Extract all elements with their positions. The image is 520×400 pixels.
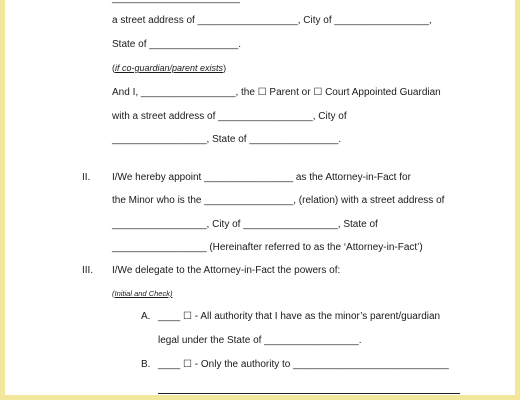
section-ii-line-1: I/We hereby appoint ________________ as the Attorney-in-Fact for: [112, 172, 411, 183]
item-a-letter: A.: [141, 311, 151, 322]
item-b-line-1: ____ ☐ - Only the authority to ____________________________: [158, 359, 449, 370]
section-ii-line-2: the Minor who is the ________________, (relation) with a street address of: [112, 195, 445, 206]
co-guardian-close: ): [223, 63, 227, 73]
top-partial-line: [112, 0, 240, 5]
item-a-line-2: legal under the State of _________________.: [158, 335, 362, 346]
co-guardian-open: (: [112, 63, 115, 73]
item-b-blank-rule: [158, 393, 460, 394]
section-ii-line-4: _________________ (Hereinafter referred to as the ‘Attorney-in-Fact’): [112, 242, 423, 253]
city-state-line: _________________, State of ________________.: [112, 134, 342, 145]
street-city-line: a street address of __________________, City of _________________,: [112, 15, 432, 26]
and-i-line: And I, _________________, the ☐ Parent or ☐ Court Appointed Guardian: [112, 87, 441, 98]
item-b-letter: B.: [141, 359, 151, 370]
section-ii-number: II.: [82, 172, 91, 183]
section-iii-line-1: I/We delegate to the Attorney-in-Fact the powers of:: [112, 265, 341, 276]
co-guardian-text: if co-guardian/parent exists: [115, 63, 224, 73]
with-street-line: with a street address of _________________, City of: [112, 111, 347, 122]
initial-check-note: (Initial and Check): [112, 289, 173, 298]
state-line: State of ________________.: [112, 39, 242, 50]
co-guardian-note: [112, 63, 226, 74]
section-ii-line-3: _________________, City of _________________, State of: [112, 219, 378, 230]
item-a-line-1: ____ ☐ - All authority that I have as the minor’s parent/guardian: [158, 311, 441, 322]
section-iii-number: III.: [82, 265, 94, 276]
